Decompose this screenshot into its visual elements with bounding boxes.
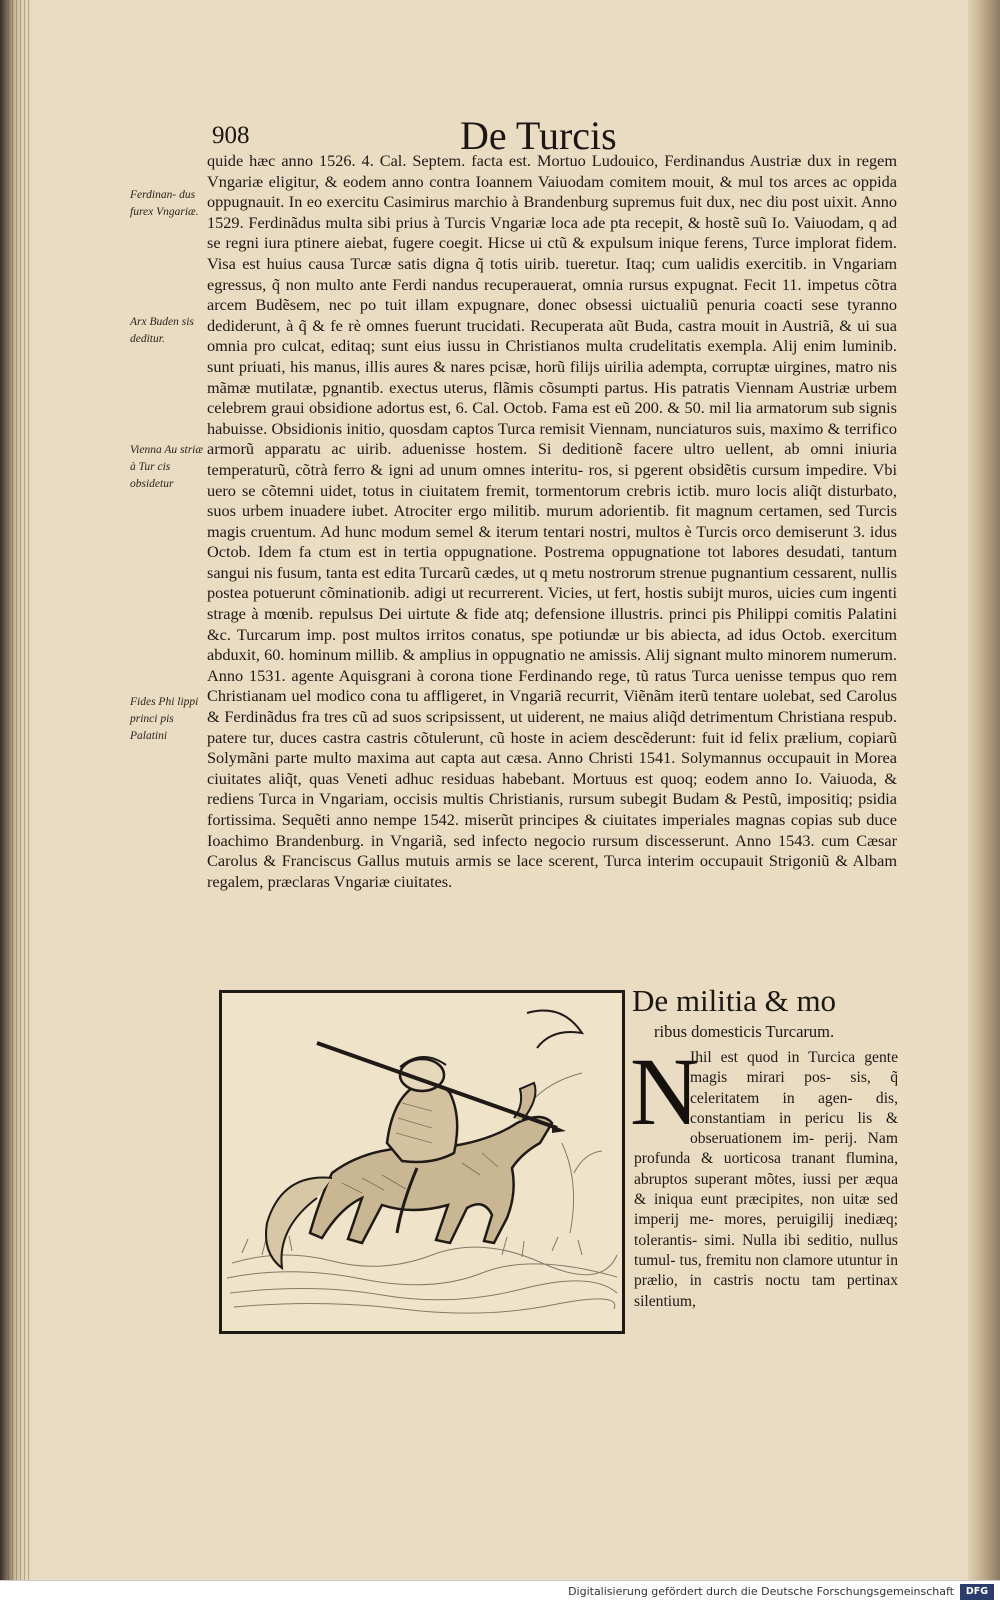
- page-number: 908: [212, 122, 250, 149]
- page-stack-edges: [8, 0, 32, 1580]
- margin-note-ferdinand: Ferdinan- dus furex Vngariæ.: [130, 189, 199, 218]
- chapter-text-content: Ihil est quod in Turcica gente magis mirari pos- sis, q̃ celeritatem in agen- dis, constantiam in pericu lis & obseruationem im- perij. Nam profunda & uorticosa tranant flumina, abruptos superant mõtes, iussi per æqua & iniqua eunt præcipites, non uitæ sed imperij me- mores, peruigilij inediæq; tolerantis- simi. Nulla ibi seditio, nullus tumul- tus, fremitu non clamore utuntur in prælio, in castris noctu tam pertinax silentium,: [634, 1049, 898, 1310]
- main-text-block: quide hæc anno 1526. 4. Cal. Septem. facta est. Mortuo Ludouico, Ferdinandus Austriæ dux in regem Vngariæ eligitur, & eodem anno contra Ioannem Vaiuodam comitem mouit, & mul tos arces ac oppida oppugnauit. In eo exercitu Casimirus marchio à Brandenburg supremus fuit dux, nec diu post uixit. Anno 1529. Ferdinãdus multa sibi prius à Turcis Vngariæ loca ade pta recepit, & hostẽ suũ Io. Vaiuodam, q ad se regni iura ptinere aiebat, fugere coegit. Hicse ui ctũ & expulsum inique ferens, Turce implorat fidem. Visa est huius causa Turcæ satis digna q̃ totis uirib. tueretur. Itaq; cum ualidis exercitib. in Vngariam egressus, q̃ non multo ante Ferdi nandus recuperauerat, omnia rursus expugnat. Fecit 11. impetus cõtra arcem Budẽsem, nec po tuit illam expugnare, donec obsessi uictualiũ penuria coacti sese tyranno dediderunt, à q̃ & fe rè omnes fuerunt trucidati. Recuperata aũt Buda, castra mouit in Austriã, & ui sua omnia pro culcat, editaq; sunt eius iussu in Christianos multa crudelitatis exempla. Alij enim luminib. sunt priuati, his manus, illis aures & nares pcisæ, horũ filijs uirilia adempta, corruptæ uirgines, matro nis mãmæ mutilatæ, pgnantib. exectus uterus, flãmis cõsumpti partus. His patratis Viennam Austriæ urbem celebrem graui obsidione adortus est, 6. Cal. Octob. Fama est eũ 200. & 50. mil lia armatorum sub signis habuisse. Obsidionis initio, quosdam captos Turca remisit Viennam, nunciaturos suis, maximo & terrifico armorũ apparatu ac uirib. aduenisse hostem. Si deditionẽ facere ultro uellent, ab omni iniuria temperaturũ, cõtrà ferro & igni ad unum omnes interitu- ros, si pgerent obsidẽtis cursum impedire. Vbi uero se cõtemni uidet, totus in ciuitatem fremit, tormentorum crebris ictib. muro locis aliq̃t disturbato, suos urbem inuadere iubet. Atrociter ergo militib. murum adorientib. fit magnum certamen, sed Turcis magis cruentum. Ad hunc modum semel & iterum tentari nostri, multos è Turcis orco demiserunt 3. idus Octob. Idem fa ctum est in tertia oppugnatione. Postrema oppugnatione tot labores desudati, tantum sangui nis fusum, tanta est edita Turcarũ cædes, ut q metu nostrorum strenue pugnantium cessarent, nullis postea potuerunt cõminationib. adigi ut recurrerent. Vicies, ut fert, hostis subijt muros, uicies cum ingenti strage à mœnib. repulsus Dei uirtute & fide atq; defensione illustris. princi pis Philippi comitis Palatini &c. Turcarum imp. post multos irritos conatus, spe potiundæ ur bis abiecta, ad idus Octob. exercitum abduxit, 60. hominum millib. & amplius in oppugnatio ne amissis. Alij signant multo minorem numerum. Anno 1531. agente Aquisgrani à corona tione Ferdinando rege, tũ ratus Turca uenisse tempus quo rem Christianam uel modico cona tu affligeret, in Vngariã recurrit, Viẽnãm iterũ tentare uolebat, sed Carolus & Ferdinãdus fra tres cũ ad suos scripsissent, ut uiderent, ne maius aliq̃d detrimentum Christiana respub. patere tur, duces castra castris cõtulerunt, cũ hoste in aciem descẽderunt: fuit id felix prælium, copiarũ Solymãni parte multo maxima aut capta aut cæsa. Anno Christi 1541. Solymannus occupauit in Morea ciuitates aliq̃t, quas Veneti adhuc residuas habebant. Mortuus est quoq; eodem anno Io. Vaiuoda, & rediens Turca in Vngariam, occisis multis Christianis, rursum subegit Budam & Pestũ, impositiq; psidia fortissima. Sequẽti anno nempe 1542. miserũt principes & ciuitates imperiales magnas copias sub duce Ioachimo Brandenburg. in Vngariã, sed infecto negocio rursum discesserunt. Anno 1543. cum Cæsar Carolus & Franciscus Gallus mutuis armis se lace scerent, Turca interim occupauit Strigoniũ & Albam regalem, præclaras Vngariæ ciuitates.: [207, 151, 897, 891]
- chapter-heading: De militia & mo: [632, 983, 837, 1018]
- margin-note-philipp: Fides Phi lippi princi pis Palatini: [130, 696, 199, 742]
- margin-note-vienna: Vienna Au striæ à Tur cis obsidetur: [130, 444, 204, 490]
- margin-note-buda: Arx Buden sis deditur.: [130, 316, 194, 345]
- woodcut-illustration: [219, 990, 625, 1334]
- decorated-initial: N: [630, 1038, 700, 1145]
- dfg-logo: DFG: [960, 1584, 994, 1600]
- horseman-woodcut: [222, 993, 622, 1331]
- running-title: De Turcis: [460, 113, 617, 158]
- chapter-text-block: [634, 1048, 898, 1312]
- footer-credit-text: Digitalisierung gefördert durch die Deutsche Forschungsgemeinschaft: [568, 1585, 954, 1598]
- digitization-footer: [0, 1580, 1000, 1605]
- chapter-subheading: ribus domesticis Turcarum.: [654, 1022, 835, 1041]
- facing-page-edge: [968, 0, 1000, 1580]
